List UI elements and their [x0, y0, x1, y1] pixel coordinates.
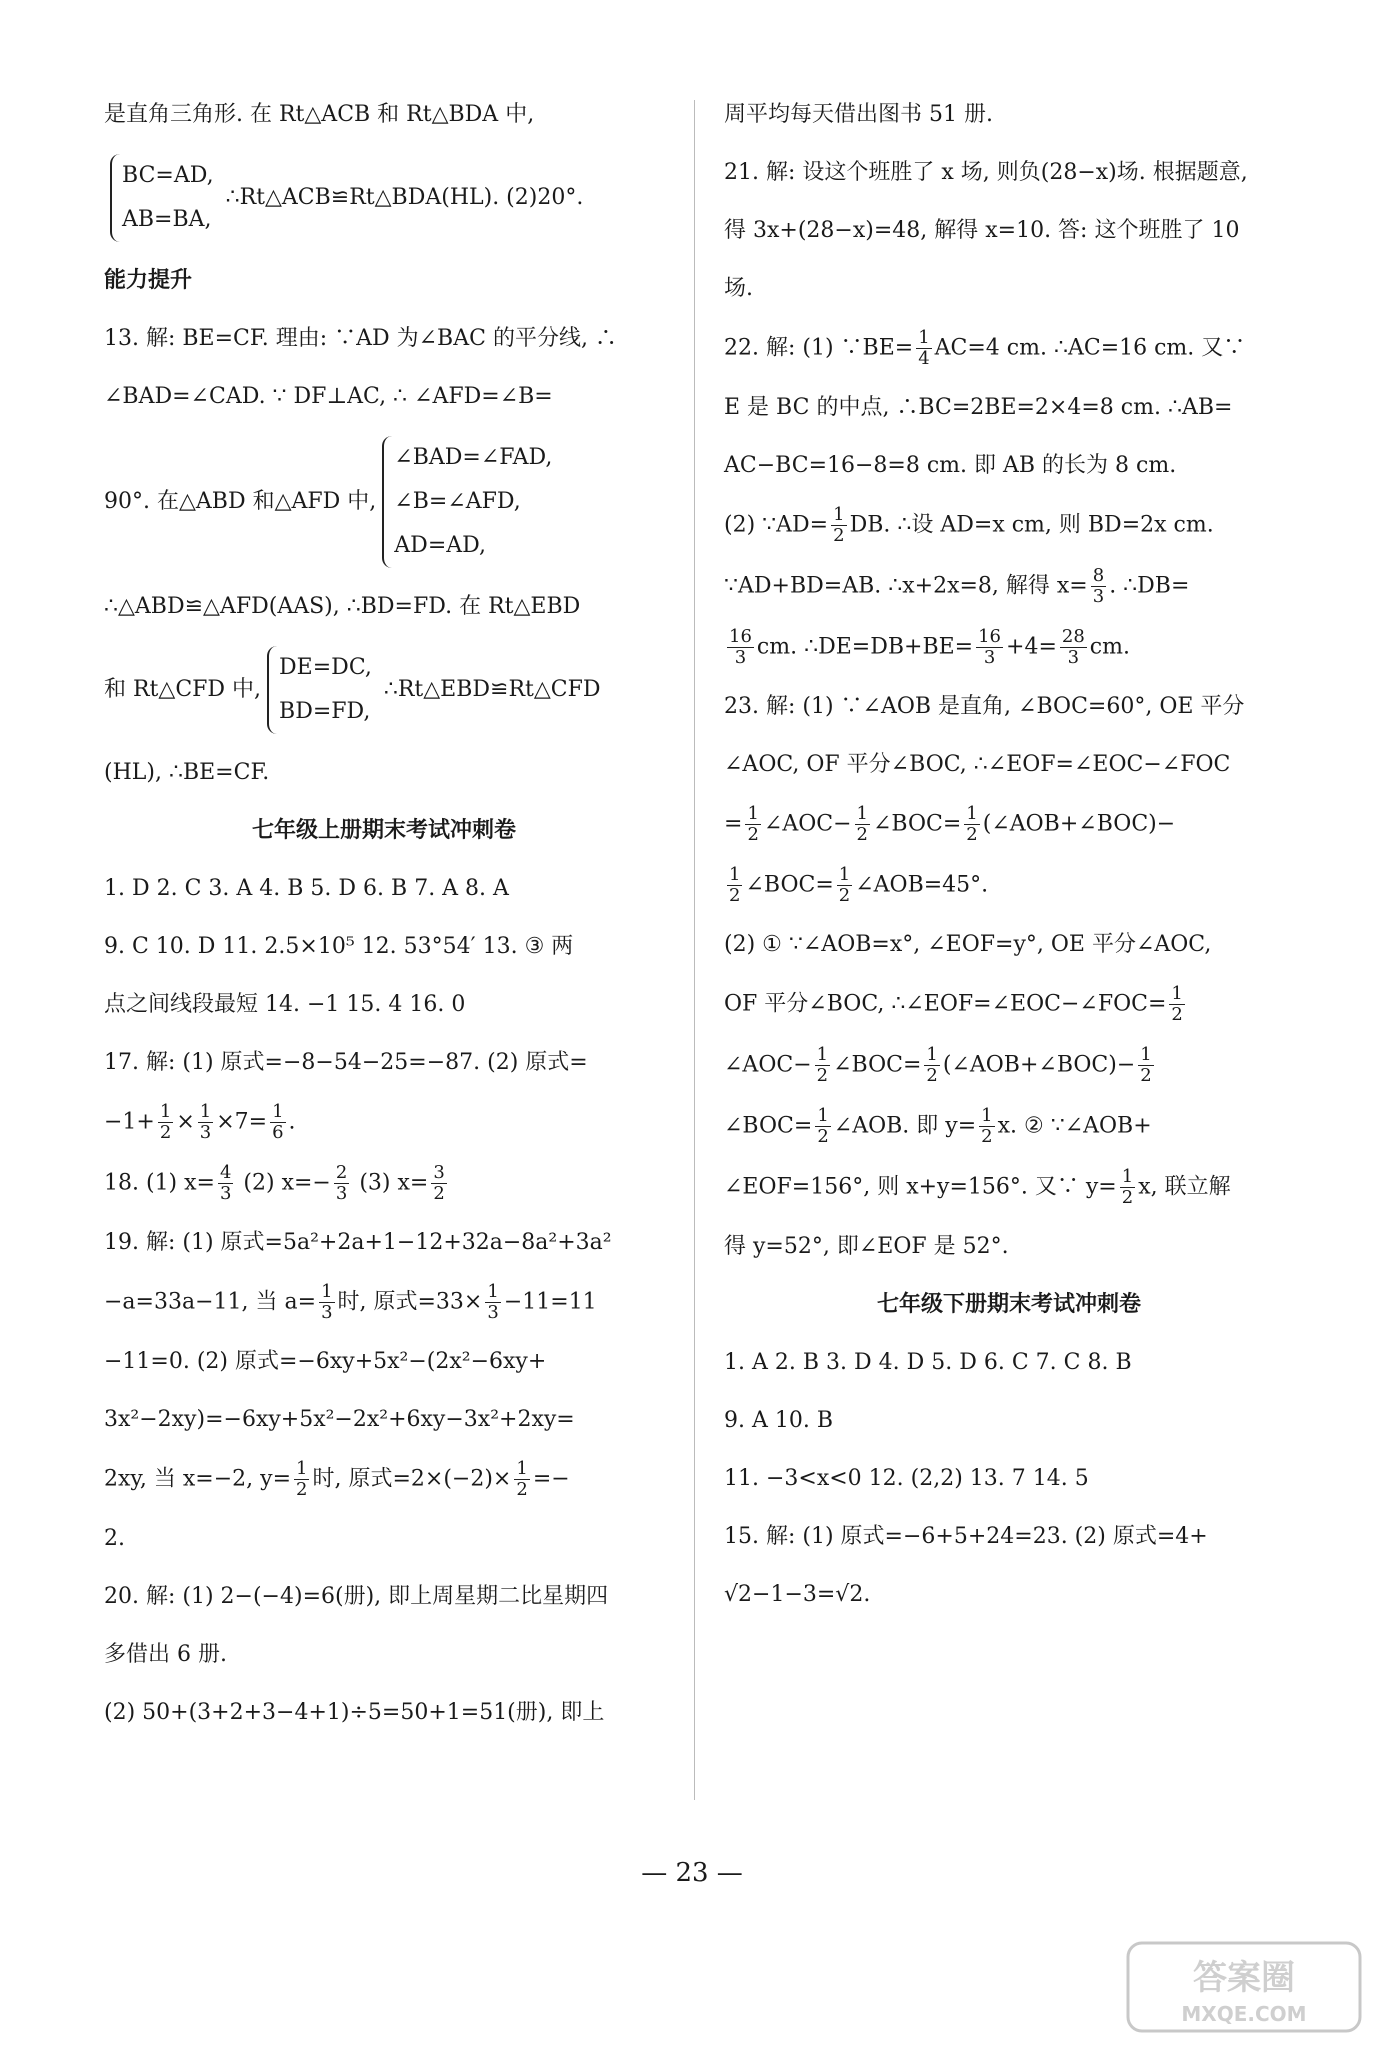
fraction	[855, 804, 870, 845]
text-span: =−	[532, 1466, 570, 1492]
denominator: 2	[817, 1126, 829, 1147]
fraction	[815, 1106, 830, 1147]
text-span: ∠AOC−	[724, 1052, 812, 1078]
numerator: 16	[729, 626, 752, 647]
text-line	[104, 1459, 664, 1500]
text-line: 场.	[724, 276, 753, 301]
text-line	[724, 627, 1294, 668]
page-number: — 23 —	[641, 1858, 743, 1888]
fraction	[319, 1282, 334, 1323]
text-line: 周平均每天借出图书 51 册.	[724, 102, 993, 127]
text-span: ×7=	[216, 1109, 268, 1135]
text-line: 得 3x+(28−x)=48, 解得 x=10. 答: 这个班胜了 10	[724, 218, 1240, 243]
denominator: 3	[487, 1302, 499, 1323]
fraction	[514, 1459, 529, 1500]
text-span: ∠EOF=156°, 则 x+y=156°. 又∵ y=	[724, 1174, 1117, 1200]
fraction	[924, 1045, 939, 1086]
section-heading: 七年级下册期末考试冲刺卷	[876, 1292, 1141, 1317]
fraction	[916, 328, 931, 369]
numerator: 1	[838, 864, 851, 885]
numerator: 1	[926, 1044, 938, 1065]
denominator: 2	[1171, 1004, 1183, 1025]
denominator: 2	[747, 824, 759, 845]
fraction	[334, 1163, 349, 1204]
fraction	[158, 1102, 173, 1143]
text-line	[104, 1163, 664, 1204]
text-line	[104, 1102, 664, 1143]
text-span: +4=	[1006, 634, 1057, 660]
text-line: 21. 解: 设这个班胜了 x 场, 则负(28−x)场. 根据题意,	[724, 160, 1248, 185]
text-line	[724, 1106, 1294, 1147]
brace-group	[267, 646, 372, 734]
section-heading: 七年级上册期末考试冲刺卷	[251, 818, 516, 843]
numerator: 1	[856, 803, 868, 824]
denominator: 2	[833, 525, 845, 546]
text-line: 20. 解: (1) 2−(−4)=6(册), 即上周星期二比星期四	[104, 1584, 609, 1609]
answer-line: 1. D 2. C 3. A 4. B 5. D 6. B 7. A 8. A	[104, 876, 509, 901]
text-line: −11=0. (2) 原式=−6xy+5x²−(2x²−6xy+	[104, 1349, 547, 1374]
text-line	[104, 1282, 664, 1323]
brace-item: AB=BA,	[122, 207, 212, 232]
fraction	[837, 865, 852, 906]
watermark-icon	[1124, 1937, 1364, 2037]
text-line	[724, 566, 1294, 607]
text-span: cm. ∴DE=DB+BE=	[756, 634, 974, 660]
denominator: 2	[838, 885, 851, 906]
svg-text:答案圈: 答案圈	[1193, 1958, 1295, 1998]
fraction	[831, 505, 846, 546]
numerator: 1	[321, 1281, 333, 1302]
text-span: ∠BOC=	[833, 1052, 922, 1078]
fraction	[745, 804, 760, 845]
text-line	[724, 984, 1294, 1025]
text-span: (∠AOB+∠BOC)−	[942, 1052, 1136, 1078]
fraction	[727, 865, 742, 906]
denominator: 2	[856, 824, 868, 845]
denominator: 2	[926, 1065, 938, 1086]
numerator: 1	[833, 504, 845, 525]
brace-item: AD=AD,	[394, 533, 486, 558]
fraction	[294, 1459, 309, 1500]
text-line	[724, 804, 1294, 845]
right-column	[724, 96, 1294, 1634]
numerator: 1	[296, 1458, 308, 1479]
fraction	[1060, 627, 1087, 668]
text-span: OF 平分∠BOC, ∴∠EOF=∠EOC−∠FOC=	[724, 991, 1167, 1017]
text-line: √2−1−3=√2.	[724, 1582, 871, 1607]
fraction	[198, 1102, 213, 1143]
brace-group	[382, 436, 552, 568]
text-span: ∴Rt△ACB≌Rt△BDA(HL). (2)20°.	[225, 185, 584, 210]
text-line: 17. 解: (1) 原式=−8−54−25=−87. (2) 原式=	[104, 1050, 588, 1075]
text-line: ∠AOC, OF 平分∠BOC, ∴∠EOF=∠EOC−∠FOC	[724, 752, 1231, 777]
answer-line: 9. C 10. D 11. 2.5×10⁵ 12. 53°54′ 13. ③ 两	[104, 934, 574, 959]
numerator: 1	[1121, 1166, 1134, 1187]
fraction	[1091, 566, 1106, 607]
section-heading: 能力提升	[104, 268, 193, 293]
text-span: DB. ∴设 AD=x cm, 则 BD=2x cm.	[849, 512, 1214, 538]
fraction	[485, 1282, 500, 1323]
text-span: .	[288, 1109, 296, 1135]
numerator: 1	[918, 327, 930, 348]
text-line	[724, 1167, 1294, 1208]
text-span: 时, 原式=2×(−2)×	[312, 1466, 512, 1492]
numerator: 1	[159, 1101, 172, 1122]
text-line: 是直角三角形. 在 Rt△ACB 和 Rt△BDA 中,	[104, 102, 535, 127]
brace-item: ∠BAD=∠FAD,	[394, 445, 553, 470]
numerator: 8	[1092, 565, 1105, 586]
denominator: 4	[918, 348, 930, 369]
denominator: 6	[272, 1122, 284, 1143]
text-span: (2) x=−	[236, 1170, 331, 1196]
numerator: 28	[1061, 626, 1085, 647]
brace-item: ∠B=∠AFD,	[394, 489, 521, 514]
fraction	[1169, 984, 1184, 1025]
numerator: 2	[335, 1162, 348, 1183]
numerator: 1	[487, 1281, 499, 1302]
brace-item: BD=FD,	[279, 699, 371, 724]
text-span: ∠BOC=	[724, 1113, 813, 1139]
denominator: 2	[981, 1126, 993, 1147]
text-line: 13. 解: BE=CF. 理由: ∵AD 为∠BAC 的平分线, ∴	[104, 326, 617, 351]
answer-line: 点之间线段最短 14. −1 15. 4 16. 0	[104, 992, 466, 1017]
text-line: 得 y=52°, 即∠EOF 是 52°.	[724, 1234, 1009, 1259]
text-line	[724, 505, 1294, 546]
text-line	[724, 328, 1294, 369]
brace-group	[110, 154, 214, 242]
text-line	[724, 865, 1294, 906]
text-line: ∴△ABD≌△AFD(AAS), ∴BD=FD. 在 Rt△EBD	[104, 594, 581, 619]
denominator: 3	[219, 1183, 232, 1204]
text-span: −a=33a−11, 当 a=	[104, 1289, 317, 1315]
fraction	[218, 1163, 233, 1204]
text-line	[104, 646, 664, 734]
text-span: 和 Rt△CFD 中,	[104, 677, 262, 702]
numerator: 1	[1140, 1044, 1152, 1065]
text-span: ∠AOC−	[763, 811, 852, 837]
fraction	[270, 1102, 285, 1143]
denominator: 2	[159, 1122, 172, 1143]
denominator: 2	[433, 1183, 445, 1204]
text-span: 时, 原式=33×	[337, 1289, 483, 1315]
text-span: . ∴DB=	[1109, 573, 1190, 599]
answer-line: 1. A 2. B 3. D 4. D 5. D 6. C 7. C 8. B	[724, 1350, 1132, 1375]
text-line: ∠BAD=∠CAD. ∵ DF⊥AC, ∴ ∠AFD=∠B=	[104, 384, 553, 409]
brace-item: BC=AD,	[122, 163, 214, 188]
text-span: 22. 解: (1) ∵BE=	[724, 335, 914, 361]
denominator: 2	[966, 824, 978, 845]
column-divider	[694, 100, 695, 1800]
text-span: −11=11	[503, 1289, 597, 1315]
svg-text:MXQE.COM: MXQE.COM	[1181, 2002, 1307, 2026]
text-line: (2) 50+(3+2+3−4+1)÷5=50+1=51(册), 即上	[104, 1700, 605, 1725]
denominator: 3	[199, 1122, 212, 1143]
denominator: 3	[1092, 586, 1105, 607]
numerator: 1	[272, 1101, 284, 1122]
text-line: 3x²−2xy)=−6xy+5x²−2x²+6xy−3x²+2xy=	[104, 1407, 575, 1432]
denominator: 2	[729, 885, 741, 906]
watermark-logo	[1124, 1937, 1364, 2037]
numerator: 1	[966, 803, 978, 824]
fraction	[1120, 1167, 1135, 1208]
fraction	[431, 1163, 446, 1204]
answer-line: 11. −3<x<0 12. (2,2) 13. 7 14. 5	[724, 1466, 1089, 1491]
text-span: cm.	[1089, 634, 1130, 660]
text-line	[104, 436, 664, 568]
denominator: 2	[816, 1065, 829, 1086]
denominator: 2	[296, 1479, 308, 1500]
text-line	[724, 1045, 1294, 1086]
text-span: 18. (1) x=	[104, 1170, 215, 1196]
text-span: ∠BOC=	[872, 811, 962, 837]
text-span: (∠AOB+∠BOC)−	[982, 811, 1176, 837]
numerator: 3	[433, 1162, 445, 1183]
denominator: 3	[1067, 647, 1080, 668]
text-span: −1+	[104, 1109, 155, 1135]
text-line: 15. 解: (1) 原式=−6+5+24=23. (2) 原式=4+	[724, 1524, 1208, 1549]
text-span: ∵AD+BD=AB. ∴x+2x=8, 解得 x=	[724, 573, 1088, 599]
text-span: AC=4 cm. ∴AC=16 cm. 又∵	[934, 335, 1246, 361]
denominator: 2	[516, 1479, 528, 1500]
text-span: ∠AOB=45°.	[855, 872, 989, 898]
numerator: 1	[747, 803, 759, 824]
answer-line: 9. A 10. B	[724, 1408, 834, 1433]
denominator: 3	[321, 1302, 333, 1323]
text-span: (2) ∵AD=	[724, 512, 829, 538]
text-span: x, 联立解	[1138, 1174, 1231, 1200]
left-column	[104, 96, 664, 1752]
numerator: 1	[816, 1044, 829, 1065]
text-span: x. ② ∵∠AOB+	[997, 1113, 1152, 1139]
text-span: ×	[176, 1109, 195, 1135]
fraction	[964, 804, 979, 845]
text-line: (2) ① ∵∠AOB=x°, ∠EOF=y°, OE 平分∠AOC,	[724, 932, 1212, 957]
fraction	[727, 627, 754, 668]
text-span: ∠AOB. 即 y=	[833, 1113, 977, 1139]
text-line: 2.	[104, 1526, 125, 1551]
denominator: 3	[734, 647, 747, 668]
text-line: 多借出 6 册.	[104, 1642, 227, 1667]
text-span: 90°. 在△ABD 和△AFD 中,	[104, 489, 377, 514]
numerator: 1	[981, 1105, 993, 1126]
numerator: 16	[978, 626, 1002, 647]
fraction	[979, 1106, 994, 1147]
text-line: AC−BC=16−8=8 cm. 即 AB 的长为 8 cm.	[724, 453, 1177, 478]
fraction	[1138, 1045, 1153, 1086]
brace-item: DE=DC,	[279, 655, 372, 680]
denominator: 3	[335, 1183, 348, 1204]
text-line: 19. 解: (1) 原式=5a²+2a+1−12+32a−8a²+3a²	[104, 1230, 612, 1255]
text-span: (3) x=	[352, 1170, 429, 1196]
text-span: =	[724, 811, 743, 837]
numerator: 1	[1171, 983, 1183, 1004]
numerator: 1	[199, 1101, 212, 1122]
text-span: 2xy, 当 x=−2, y=	[104, 1466, 292, 1492]
denominator: 2	[1140, 1065, 1152, 1086]
fraction	[815, 1045, 830, 1086]
denominator: 2	[1121, 1187, 1134, 1208]
text-line: E 是 BC 的中点, ∴BC=2BE=2×4=8 cm. ∴AB=	[724, 395, 1233, 420]
text-line: (HL), ∴BE=CF.	[104, 760, 270, 785]
numerator: 4	[219, 1162, 232, 1183]
text-line: 23. 解: (1) ∵∠AOB 是直角, ∠BOC=60°, OE 平分	[724, 694, 1245, 719]
denominator: 3	[983, 647, 996, 668]
text-span: ∴Rt△EBD≌Rt△CFD	[383, 677, 601, 702]
numerator: 1	[516, 1458, 528, 1479]
numerator: 1	[729, 864, 741, 885]
fraction	[976, 627, 1003, 668]
numerator: 1	[817, 1105, 829, 1126]
text-line	[104, 154, 664, 242]
text-span: ∠BOC=	[745, 872, 834, 898]
